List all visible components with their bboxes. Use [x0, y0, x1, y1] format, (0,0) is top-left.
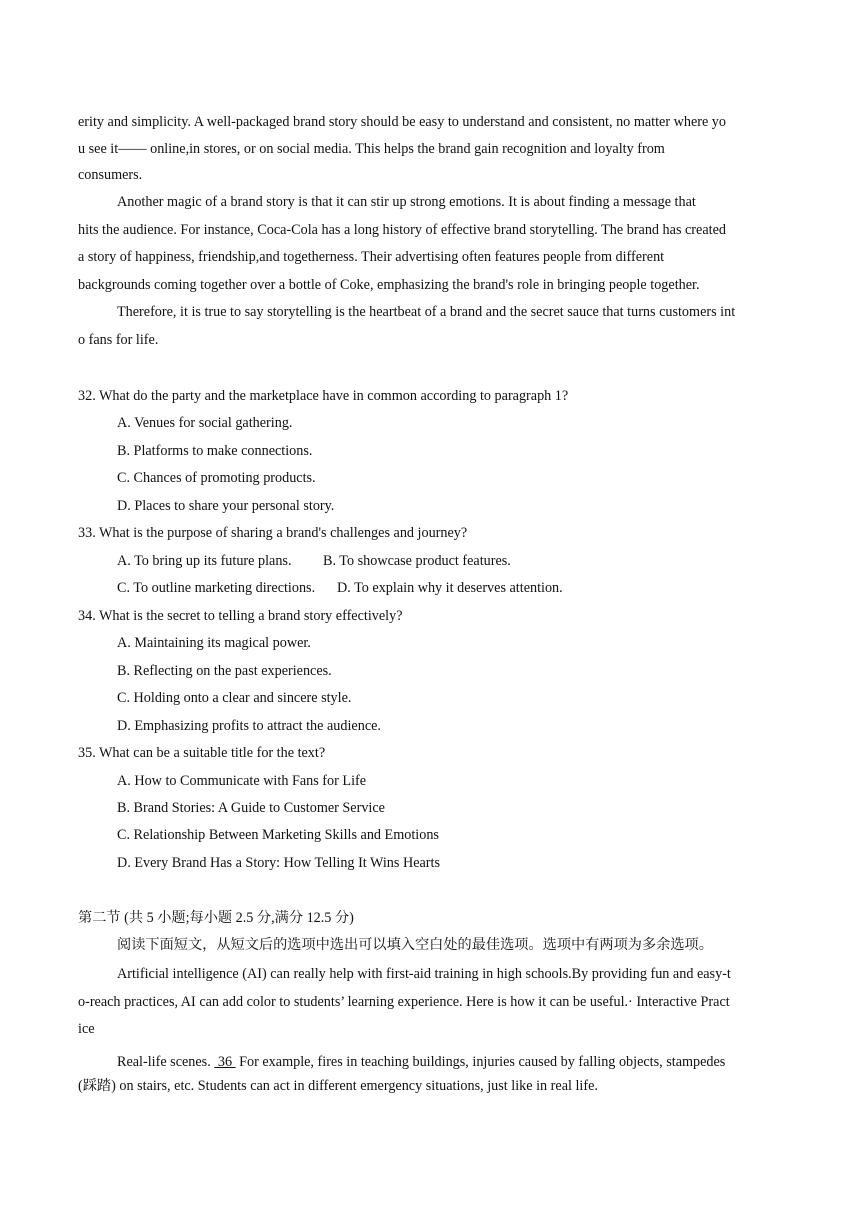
- answer-option: A. To bring up its future plans.: [117, 553, 292, 569]
- question-stem: 33. What is the purpose of sharing a brand's challenges and journey?: [78, 525, 468, 541]
- answer-option: C. Holding onto a clear and sincere style.: [117, 690, 352, 706]
- passage-line: backgrounds coming together over a bottle of Coke, emphasizing the brand's role in bringing people together.: [78, 277, 700, 293]
- answer-option: C. Relationship Between Marketing Skills and Emotions: [117, 827, 439, 843]
- answer-option: D. To explain why it deserves attention.: [337, 580, 563, 596]
- passage-line: o-reach practices, AI can add color to students’ learning experience. Here is how it can be useful.· Interactive Pract: [78, 994, 730, 1010]
- passage-line: Another magic of a brand story is that it can stir up strong emotions. It is about finding a message that: [117, 194, 696, 210]
- passage-line: Artificial intelligence (AI) can really help with first-aid training in high schools.By providing fun and easy-t: [117, 966, 731, 982]
- question-stem: 35. What can be a suitable title for the text?: [78, 745, 326, 761]
- section-instruction: 阅读下面短文，从短文后的选项中选出可以填入空白处的最佳选项。选项中有两项为多余选项。: [117, 937, 713, 953]
- answer-option: B. Platforms to make connections.: [117, 443, 313, 459]
- question-stem: 32. What do the party and the marketplace have in common according to paragraph 1?: [78, 388, 569, 404]
- passage-line: erity and simplicity. A well-packaged brand story should be easy to understand and consistent, no matter where yo: [78, 114, 726, 130]
- passage-line: [117, 1053, 725, 1071]
- passage-line: u see it—— online,in stores, or on social media. This helps the brand gain recognition and loyalty from: [78, 141, 665, 157]
- passage-line: a story of happiness, friendship,and togetherness. Their advertising often features people from different: [78, 249, 665, 265]
- answer-option: B. To showcase product features.: [323, 553, 511, 569]
- question-stem: 34. What is the secret to telling a brand story effectively?: [78, 608, 403, 624]
- passage-line: ice: [78, 1021, 95, 1037]
- answer-option: C. To outline marketing directions.: [117, 580, 316, 596]
- answer-option: A. How to Communicate with Fans for Life: [117, 773, 367, 789]
- answer-blank-36: 36: [214, 1054, 236, 1070]
- passage-text: Real-life scenes.: [117, 1054, 215, 1070]
- answer-option: B. Reflecting on the past experiences.: [117, 663, 332, 679]
- passage-line: o fans for life.: [78, 332, 159, 348]
- answer-option: C. Chances of promoting products.: [117, 470, 316, 486]
- passage-line: (踩踏) on stairs, etc. Students can act in different emergency situations, just like in real life.: [78, 1078, 598, 1094]
- answer-option: B. Brand Stories: A Guide to Customer Service: [117, 800, 385, 816]
- answer-option: A. Maintaining its magical power.: [117, 635, 311, 651]
- answer-option: D. Every Brand Has a Story: How Telling It Wins Hearts: [117, 855, 440, 871]
- answer-option: D. Emphasizing profits to attract the audience.: [117, 718, 381, 734]
- passage-text: For example, fires in teaching buildings, injuries caused by falling objects, stampedes: [235, 1054, 726, 1070]
- passage-line: Therefore, it is true to say storytelling is the heartbeat of a brand and the secret sauce that turns customers int: [117, 304, 736, 320]
- section-heading: 第二节 (共 5 小题;每小题 2.5 分,满分 12.5 分): [78, 910, 354, 926]
- answer-option: A. Venues for social gathering.: [117, 415, 293, 431]
- answer-option: D. Places to share your personal story.: [117, 498, 335, 514]
- passage-line: consumers.: [78, 167, 143, 183]
- passage-line: hits the audience. For instance, Coca-Cola has a long history of effective brand storytelling. The brand has created: [78, 222, 726, 238]
